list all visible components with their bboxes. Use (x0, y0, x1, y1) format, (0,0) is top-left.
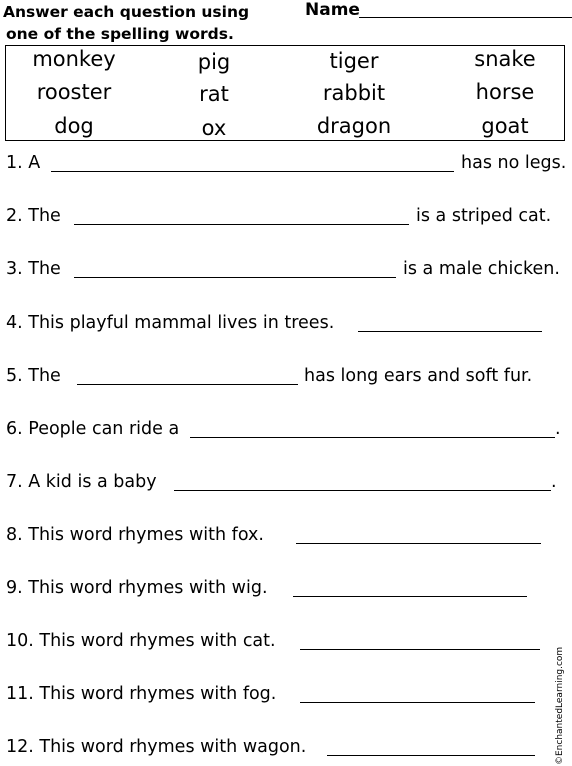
question-text: 4. This playful mammal lives in trees. (6, 313, 335, 333)
answer-blank[interactable] (300, 649, 540, 650)
answer-blank[interactable] (51, 171, 454, 172)
word-bank (5, 45, 565, 141)
name-blank[interactable] (359, 17, 572, 18)
question-text: 9. This word rhymes with wig. (6, 578, 268, 598)
question-tail: has no legs. (461, 153, 567, 173)
word-bank-item: rooster (36, 80, 112, 104)
question-tail: is a striped cat. (416, 206, 552, 226)
question-text: 7. A kid is a baby (6, 472, 157, 492)
answer-blank[interactable] (174, 490, 551, 491)
question-text: 10. This word rhymes with cat. (6, 631, 276, 651)
word-bank-item: rabbit (322, 81, 386, 105)
answer-blank[interactable] (300, 702, 535, 703)
answer-blank[interactable] (358, 331, 542, 332)
answer-blank[interactable] (77, 384, 298, 385)
word-bank-item: ox (201, 116, 227, 140)
word-bank-item: snake (474, 47, 536, 71)
question-text: 2. The (6, 206, 61, 226)
copyright-notice: ©EnchantedLearning.com (555, 646, 565, 765)
answer-blank[interactable] (74, 277, 396, 278)
question-text: 1. A (6, 153, 41, 173)
name-label: Name (305, 0, 360, 20)
word-bank-item: dragon (316, 114, 392, 138)
instructions (3, 1, 249, 45)
question-text: 11. This word rhymes with fog. (6, 684, 277, 704)
word-bank-item: dog (54, 114, 94, 138)
name-field (305, 0, 572, 20)
question-tail: is a male chicken. (403, 259, 560, 279)
answer-blank[interactable] (74, 224, 409, 225)
instructions-line-2: one of the spelling words. (6, 25, 234, 43)
question-tail: . (551, 472, 557, 492)
answer-blank[interactable] (296, 543, 541, 544)
word-bank-item: pig (197, 50, 231, 74)
answer-blank[interactable] (327, 755, 535, 756)
question-text: 8. This word rhymes with fox. (6, 525, 264, 545)
question-tail: has long ears and soft fur. (304, 366, 533, 386)
question-tail: . (555, 419, 561, 439)
instructions-line-1: Answer each question using (3, 3, 250, 21)
answer-blank[interactable] (190, 437, 555, 438)
question-text: 5. The (6, 366, 61, 386)
word-bank-item: rat (199, 82, 229, 106)
word-bank-item: tiger (329, 49, 379, 73)
word-bank-item: horse (475, 80, 535, 104)
answer-blank[interactable] (293, 596, 527, 597)
word-bank-item: goat (481, 114, 529, 138)
question-text: 3. The (6, 259, 61, 279)
question-text: 12. This word rhymes with wagon. (6, 737, 307, 757)
word-bank-item: monkey (32, 47, 116, 71)
question-text: 6. People can ride a (6, 419, 180, 439)
